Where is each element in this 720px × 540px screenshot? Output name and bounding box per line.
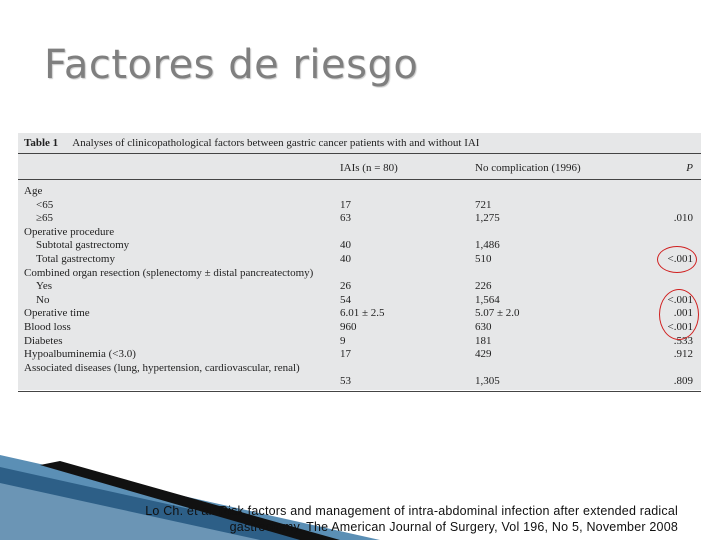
cell-p: <.001 [667,253,693,265]
cell-p: .809 [673,375,693,388]
table-top-rule [18,153,701,154]
table-caption [24,137,479,149]
cell-iai: 6.01 ± 2.5 [340,307,385,320]
header-iai: IAIs (n = 80) [340,162,398,174]
cell-iai: 54 [340,293,351,306]
row-label: Associated diseases (lung, hypertension, cardiovascular, renal) [24,361,300,374]
row-label: Total gastrectomy [36,253,115,265]
cell-iai: 26 [340,280,351,293]
table-header-rule [18,179,701,180]
table-row [18,212,701,226]
table-caption-text: Analyses of clinicopathological factors between gastric cancer patients with and without IAI [72,137,480,149]
row-label: Subtotal gastrectomy [36,239,130,252]
table-row [18,253,701,267]
row-label: Operative procedure [24,225,115,238]
cell-p: <.001 [667,321,693,333]
citation-line-1: Lo Ch. et al. Risk factors and management of intra-abdominal infection after extended radical [145,504,678,518]
row-label: ≥65 [36,212,54,225]
table-bottom-rule [18,391,701,392]
cell-p: .912 [673,348,693,361]
table-row [18,239,701,253]
cell-iai: 40 [340,239,351,252]
row-label: Blood loss [24,321,71,333]
table-row [18,226,701,240]
highlight-circle [657,246,697,273]
cell-no-complication: 226 [475,280,492,293]
table-row [18,185,701,199]
header-p: P [686,162,693,174]
row-label: Combined organ resection (splenectomy ± distal pancreatectomy) [24,266,314,279]
cell-iai: 53 [340,375,351,388]
table-row [18,294,701,308]
citation-line-2: gastrectomy. The American Journal of Surgery, Vol 196, No 5, November 2008 [229,520,678,534]
cell-p: <.001 [667,293,693,306]
cell-iai: 40 [340,253,351,265]
cell-no-complication: 1,275 [475,212,500,225]
header-no-complication: No complication (1996) [475,162,581,174]
row-label: Age [24,185,43,197]
table-figure [18,133,701,390]
cell-iai: 63 [340,212,351,225]
row-label: No [36,293,50,306]
table-label: Table 1 [24,137,59,149]
cell-p: .533 [673,334,693,347]
cell-no-complication: 721 [475,198,492,211]
table-row [18,335,701,349]
table-row [18,267,701,281]
table-row [18,280,701,294]
cell-iai: 17 [340,348,351,361]
table-row [18,307,701,321]
cell-p: .001 [673,307,693,320]
cell-p: .010 [673,212,693,225]
cell-no-complication: 181 [475,334,492,347]
cell-iai: 960 [340,321,357,333]
row-label: Diabetes [24,334,63,347]
cell-no-complication: 510 [475,253,492,265]
table-row [18,362,701,376]
cell-no-complication: 630 [475,321,492,333]
table-row [18,321,701,335]
row-label: Operative time [24,307,90,320]
citation [0,503,678,535]
slide-title: Factores de riesgo [44,42,419,88]
cell-no-complication: 429 [475,348,492,361]
cell-iai: 9 [340,334,346,347]
row-label: <65 [36,198,54,211]
cell-no-complication: 1,564 [475,293,500,306]
highlight-circle [659,289,699,340]
cell-no-complication: 1,486 [475,239,500,252]
cell-no-complication: 5.07 ± 2.0 [475,307,520,320]
table-row [18,348,701,362]
cell-no-complication: 1,305 [475,375,500,388]
table-row [18,375,701,389]
cell-iai: 17 [340,198,351,211]
row-label: Yes [36,280,53,293]
table-row [18,199,701,213]
row-label: Hypoalbuminemia (<3.0) [24,348,136,361]
